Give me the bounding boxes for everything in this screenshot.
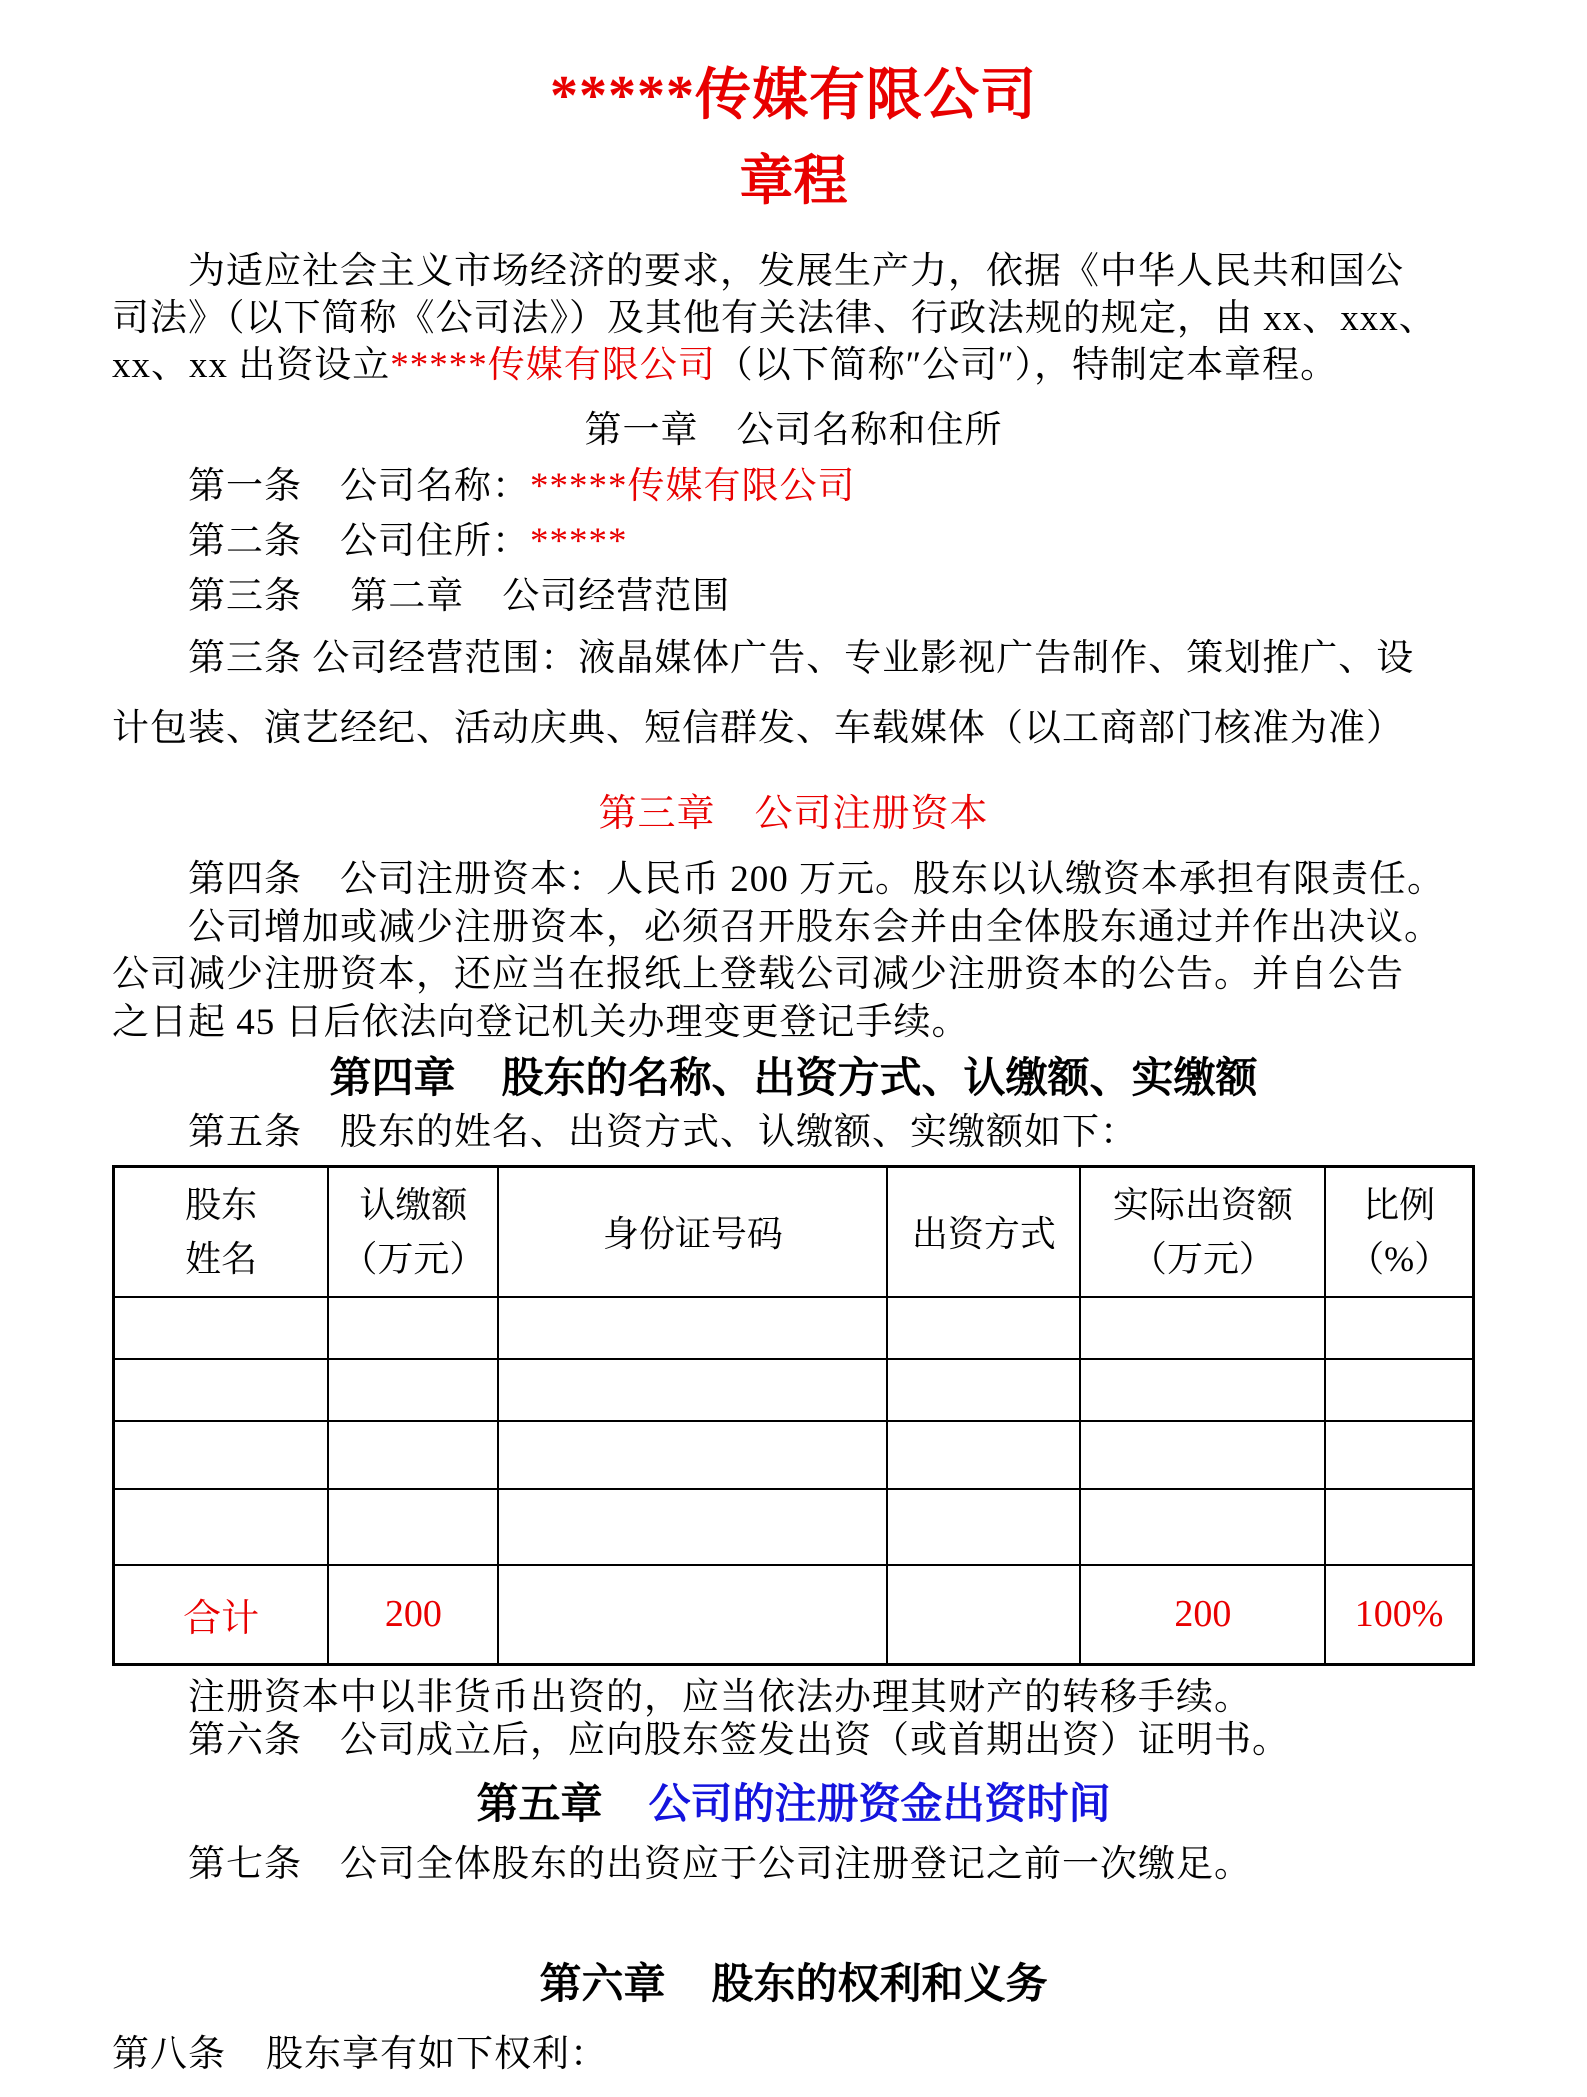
total-method bbox=[887, 1565, 1080, 1665]
article-8-label: 第八条 bbox=[112, 2034, 226, 2075]
empty-cell bbox=[1080, 1297, 1325, 1359]
chapter5-number: 第五章 bbox=[476, 1782, 603, 1828]
col-header-actual-amount bbox=[1080, 1167, 1325, 1297]
table-header-row bbox=[114, 1167, 1474, 1297]
capital-note: 注册资本中以非货币出资的，应当依法办理其财产的转移手续。 bbox=[188, 1677, 1252, 1718]
capital-line-4: 之日起 45 日后依法向登记机关办理变更登记手续。 bbox=[112, 1001, 970, 1043]
chapter6-title: 股东的权利和义务 bbox=[711, 1962, 1048, 2008]
article-8-text: 股东享有如下权利： bbox=[266, 2034, 608, 2075]
empty-cell bbox=[1080, 1359, 1325, 1421]
empty-cell bbox=[114, 1421, 329, 1489]
header-line: 认缴额 bbox=[359, 1184, 468, 1225]
article-6: 第六条 公司成立后，应向股东签发出资（或首期出资）证明书。 bbox=[188, 1720, 1290, 1761]
col-header-ratio bbox=[1325, 1167, 1473, 1297]
chapter3-heading: 第三章 公司注册资本 bbox=[598, 793, 989, 835]
empty-cell bbox=[114, 1359, 329, 1421]
empty-cell bbox=[1325, 1297, 1473, 1359]
empty-cell bbox=[1325, 1489, 1473, 1565]
preamble-line-3 bbox=[112, 342, 1475, 389]
header-line: 股东 bbox=[185, 1184, 258, 1225]
empty-cell bbox=[328, 1359, 498, 1421]
article-2-value: ***** bbox=[530, 521, 628, 562]
table-row-empty bbox=[114, 1297, 1474, 1359]
empty-cell bbox=[1325, 1421, 1473, 1489]
empty-cell bbox=[1080, 1421, 1325, 1489]
preamble-line-3-prefix: xx、xx 出资设立 bbox=[112, 345, 391, 386]
company-name-highlight: *****传媒有限公司 bbox=[390, 345, 716, 386]
col-header-id-number: 身份证号码 bbox=[498, 1167, 887, 1297]
preamble-line-1: 为适应社会主义市场经济的要求，发展生产力，依据《中华人民共和国公 bbox=[188, 251, 1404, 292]
article-7: 第七条 公司全体股东的出资应于公司注册登记之前一次缴足。 bbox=[188, 1844, 1252, 1885]
article-3-chapter2-heading: 第三条 第二章 公司经营范围 bbox=[188, 576, 731, 617]
chapter5-heading bbox=[112, 1778, 1475, 1832]
header-line: 比例 bbox=[1363, 1184, 1436, 1225]
empty-cell bbox=[114, 1489, 329, 1565]
charter-title: 章程 bbox=[739, 151, 848, 211]
table-row-empty bbox=[114, 1489, 1474, 1565]
empty-cell bbox=[887, 1489, 1080, 1565]
article-2 bbox=[112, 514, 1475, 569]
capital-line-2: 公司增加或减少注册资本，必须召开股东会并由全体股东通过并作出决议。 bbox=[188, 906, 1442, 948]
header-line: （万元） bbox=[1130, 1238, 1275, 1279]
article-8 bbox=[112, 2032, 1475, 2078]
empty-cell bbox=[328, 1489, 498, 1565]
col-header-subscribed-amount bbox=[328, 1167, 498, 1297]
chapter5-title: 公司的注册资金出资时间 bbox=[648, 1782, 1111, 1828]
col-header-contribution-method: 出资方式 bbox=[887, 1167, 1080, 1297]
chapter4-title: 股东的名称、出资方式、认缴额、实缴额 bbox=[501, 1056, 1258, 1102]
table-row-empty bbox=[114, 1359, 1474, 1421]
shareholders-table bbox=[112, 1165, 1475, 1666]
col-header-shareholder-name bbox=[114, 1167, 329, 1297]
chapter1-heading: 第一章 公司名称和住所 bbox=[584, 410, 1003, 451]
total-actual: 200 bbox=[1080, 1565, 1325, 1665]
header-line: 姓名 bbox=[185, 1238, 258, 1279]
business-scope-paragraph bbox=[112, 624, 1475, 764]
chapter1-articles bbox=[112, 459, 1475, 624]
article-2-label: 第二条 公司住所： bbox=[188, 521, 530, 562]
scope-line-1: 第三条 公司经营范围：液晶媒体广告、专业影视广告制作、策划推广、设 bbox=[188, 638, 1415, 679]
total-ratio: 100% bbox=[1325, 1565, 1473, 1665]
table-total-row bbox=[114, 1565, 1474, 1665]
total-label: 合计 bbox=[114, 1565, 329, 1665]
preamble-line-2: 司法》（以下简称《公司法》）及其他有关法律、行政法规的规定，由 xx、xxx、 bbox=[112, 298, 1437, 339]
header-line: （万元） bbox=[341, 1238, 486, 1279]
capital-line-3: 公司减少注册资本，还应当在报纸上登载公司减少注册资本的公告。并自公告 bbox=[112, 954, 1404, 995]
empty-cell bbox=[1325, 1359, 1473, 1421]
article-5: 第五条 股东的姓名、出资方式、认缴额、实缴额如下： bbox=[188, 1112, 1138, 1153]
article-4: 第四条 公司注册资本：人民币 200 万元。股东以认缴资本承担有限责任。 bbox=[188, 859, 1445, 900]
chapter4-number: 第四章 bbox=[329, 1056, 456, 1102]
empty-cell bbox=[887, 1421, 1080, 1489]
preamble-line-3-suffix: （以下简称″公司″），特制定本章程。 bbox=[715, 345, 1339, 386]
chapter6-heading bbox=[112, 1958, 1475, 2012]
article-1-value: *****传媒有限公司 bbox=[530, 466, 856, 507]
empty-cell bbox=[328, 1421, 498, 1489]
empty-cell bbox=[114, 1297, 329, 1359]
preamble-paragraph bbox=[112, 248, 1475, 389]
header-line: 实际出资额 bbox=[1112, 1184, 1293, 1225]
empty-cell bbox=[887, 1359, 1080, 1421]
empty-cell bbox=[328, 1297, 498, 1359]
total-id-number bbox=[498, 1565, 887, 1665]
empty-cell bbox=[498, 1489, 887, 1565]
article-1-label: 第一条 公司名称： bbox=[188, 466, 530, 507]
table-row-empty bbox=[114, 1421, 1474, 1489]
empty-cell bbox=[498, 1297, 887, 1359]
chapter4-heading bbox=[112, 1052, 1475, 1106]
empty-cell bbox=[887, 1297, 1080, 1359]
total-subscribed: 200 bbox=[328, 1565, 498, 1665]
empty-cell bbox=[498, 1421, 887, 1489]
registered-capital-paragraph bbox=[112, 856, 1475, 1046]
scope-line-2: 计包装、演艺经纪、活动庆典、短信群发、车载媒体（以工商部门核准为准） bbox=[112, 708, 1404, 749]
article-1 bbox=[112, 459, 1475, 514]
header-line: （%） bbox=[1348, 1238, 1451, 1279]
empty-cell bbox=[1080, 1489, 1325, 1565]
chapter6-number: 第六章 bbox=[539, 1962, 666, 2008]
company-title: *****传媒有限公司 bbox=[550, 65, 1037, 127]
empty-cell bbox=[498, 1359, 887, 1421]
